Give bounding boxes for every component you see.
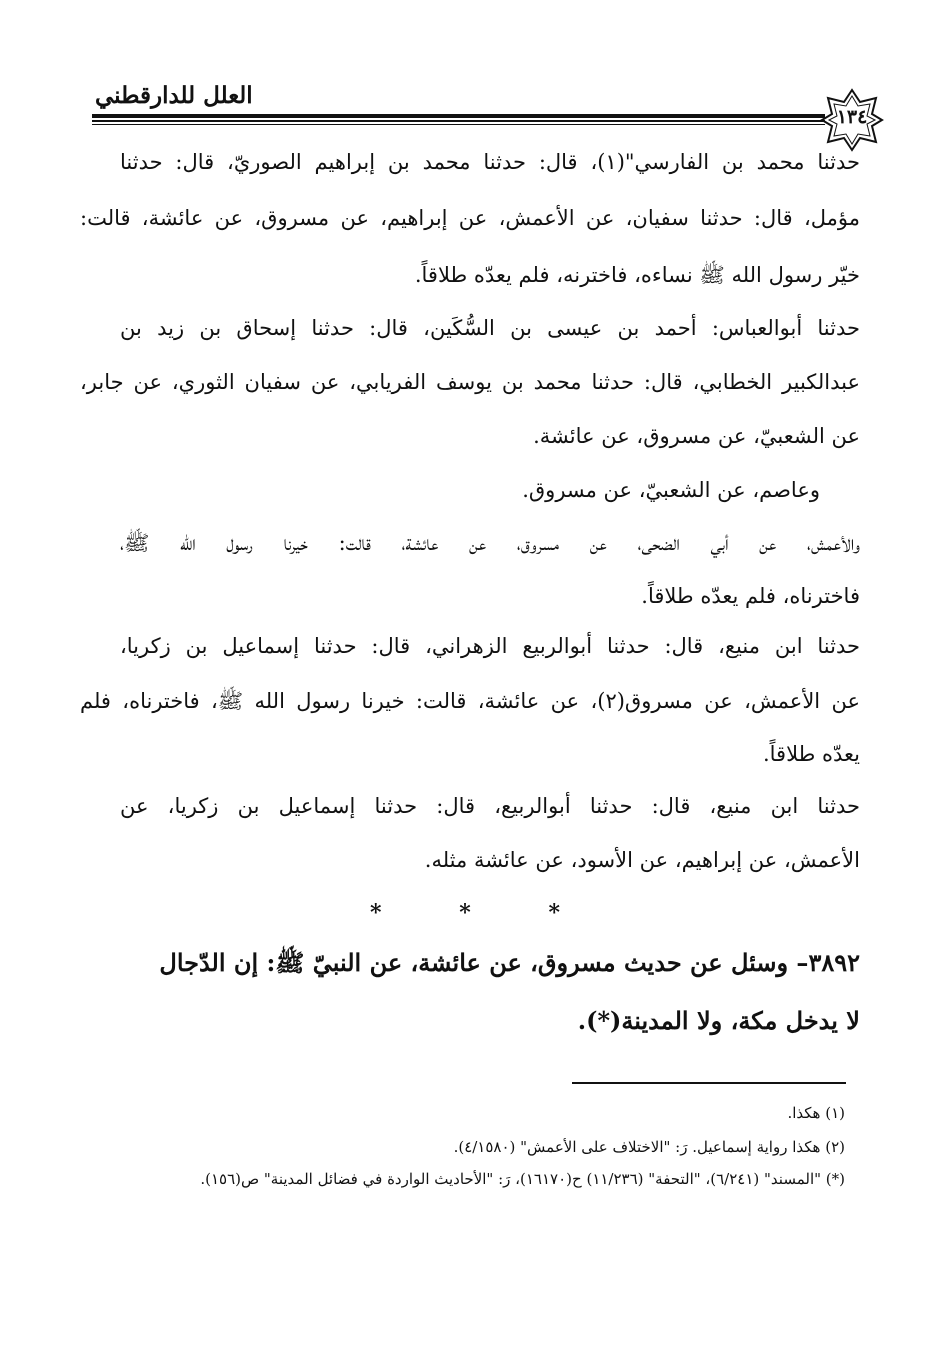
separator-star: * (459, 900, 471, 926)
body-line: والأعمش، عن أبي الضحى، عن مسروق، عن عائشة، قالت: خيرنا رسول الله ﷺ، (120, 531, 860, 555)
footnote-rule (572, 1082, 846, 1084)
question-heading-line: لا يدخل مكة، ولا المدينة(*). (577, 1006, 860, 1035)
body-line: يعدّه طلاقاً. (762, 742, 860, 766)
separator-star: * (370, 900, 382, 926)
header-rule (92, 120, 825, 122)
body-line: وعاصم، عن الشعبيّ، عن مسروق. (522, 478, 820, 502)
body-line: حدثنا ابن منيع، قال: حدثنا أبوالربيع، قال: حدثنا إسماعيل بن زكريا، عن (120, 794, 860, 818)
header-rule (92, 114, 825, 118)
separator-star: * (548, 900, 560, 926)
body-line: عن الأعمش، عن مسروق(٢)، عن عائشة، قالت: خيرنا رسول الله ﷺ، فاخترناه، فلم (80, 689, 860, 713)
page-number: ١٣٤ (836, 106, 868, 128)
body-line: الأعمش، عن إبراهيم، عن الأسود، عن عائشة مثله. (424, 848, 860, 872)
running-header-title: العلل للدارقطني (95, 82, 253, 109)
footnote: (٢) هكذا رواية إسماعيل. رَ: "الاختلاف على الأعمش" (٤/١٥٨٠). (453, 1138, 845, 1156)
body-line: حدثنا ابن منيع، قال: حدثنا أبوالربيع الزهراني، قال: حدثنا إسماعيل بن زكريا، (120, 634, 860, 658)
body-line: عن الشعبيّ، عن مسروق، عن عائشة. (533, 424, 860, 448)
body-line: حدثنا أبوالعباس: أحمد بن عيسى بن السُّكَين، قال: حدثنا إسحاق بن زيد بن (120, 316, 860, 340)
footnote: (*) "المسند" (٦/٢٤١)، "التحفة" (١١/٢٣٦) ح(١٦١٧٠)، رَ: "الأحاديث الواردة في فضائل المدينة" ص(١٥٦). (200, 1170, 845, 1188)
body-line: خيّر رسول الله ﷺ نساءه، فاخترنه، فلم يعدّه طلاقاً. (414, 263, 860, 287)
body-line: حدثنا محمد بن الفارسي"(١)، قال: حدثنا محمد بن إبراهيم الصوريّ، قال: حدثنا (120, 150, 860, 174)
section-separator (370, 900, 560, 926)
footnote: (١) هكذا. (787, 1104, 845, 1122)
body-line: مؤمل، قال: حدثنا سفيان، عن الأعمش، عن إبراهيم، عن مسروق، عن عائشة، قالت: (80, 206, 860, 230)
question-heading-line: ٣٨٩٢– وسئل عن حديث مسروق، عن عائشة، عن النبيّ ﷺ: إن الدّجال (159, 948, 860, 977)
body-line: فاخترناه، فلم يعدّه طلاقاً. (641, 584, 860, 608)
body-line: عبدالكبير الخطابي، قال: حدثنا محمد بن يوسف الفريابي، عن سفيان الثوري، عن جابر، (80, 370, 860, 394)
header-rule (92, 124, 825, 125)
